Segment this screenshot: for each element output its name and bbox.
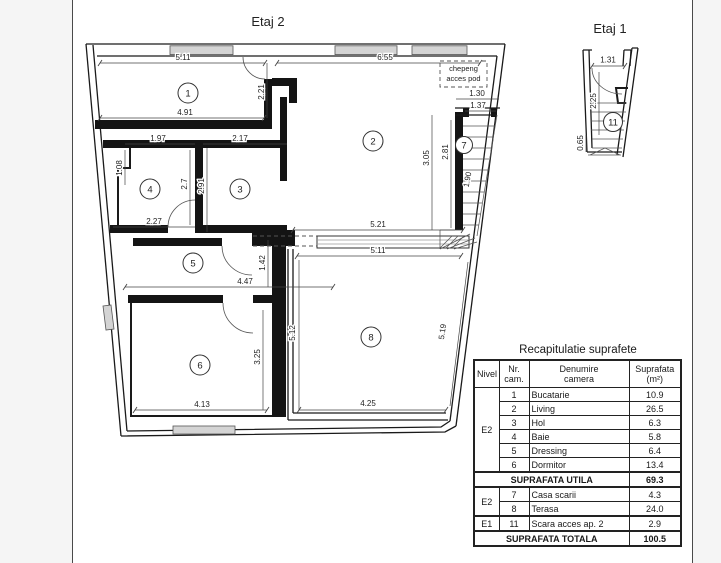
dim-label: 4.47 xyxy=(237,277,253,286)
room-number: 8 xyxy=(368,332,374,344)
room-number: 1 xyxy=(185,88,191,100)
attic-label-line2: acces pod xyxy=(446,74,481,83)
dim-label: 3.05 xyxy=(422,150,431,166)
dim-label: 1.30 xyxy=(469,89,485,98)
door-arc-icon xyxy=(243,57,265,79)
room-nr: 5 xyxy=(499,444,529,458)
dim-label: 5.19 xyxy=(436,323,449,340)
dim-label: 2.27 xyxy=(146,217,162,226)
dim-label: 5.11 xyxy=(370,246,386,255)
room-number: 4 xyxy=(147,184,153,196)
area-table xyxy=(473,359,682,547)
dim-label: 4.91 xyxy=(177,108,193,117)
attic-access xyxy=(440,61,487,87)
window-icon xyxy=(173,426,235,434)
etaj1-fragment xyxy=(576,48,638,157)
dim-label: 1.37 xyxy=(470,101,486,110)
room-area: 13.4 xyxy=(629,458,681,473)
plan-title-etaj1: Etaj 1 xyxy=(593,21,627,36)
level-cell: E1 xyxy=(474,516,499,531)
room-nr: 2 xyxy=(499,402,529,416)
room-nr: 4 xyxy=(499,430,529,444)
dim-label: 4.25 xyxy=(360,399,376,408)
room-nr: 8 xyxy=(499,502,529,517)
table-row xyxy=(474,430,681,444)
room-name: Living xyxy=(529,402,629,416)
dim-label: 1.42 xyxy=(258,255,267,271)
room-number: 5 xyxy=(190,258,196,270)
dim-label: 2.81 xyxy=(441,144,450,160)
room-area: 4.3 xyxy=(629,487,681,502)
table-row xyxy=(474,388,681,402)
room-number: 7 xyxy=(461,140,467,152)
header-nr-cam: Nr. cam. xyxy=(499,360,529,388)
room-number: 2 xyxy=(370,136,376,148)
dim-label: 3.25 xyxy=(253,349,262,365)
dim-label: 2.91 xyxy=(197,178,206,194)
level-cell: E2 xyxy=(474,388,499,473)
dim-label: 5.12 xyxy=(288,325,297,341)
header-nivel: Nivel xyxy=(474,360,499,388)
dim-label: 1.90 xyxy=(461,171,474,189)
room-number: 11 xyxy=(608,117,618,129)
room-area: 2.9 xyxy=(629,516,681,531)
dim-label: 2.25 xyxy=(589,93,598,109)
dim-label: 2.17 xyxy=(232,134,248,143)
room-area: 24.0 xyxy=(629,502,681,517)
level-cell: E2 xyxy=(474,487,499,516)
window-icon xyxy=(103,305,114,330)
table-row xyxy=(474,458,681,473)
subtotal-row xyxy=(474,472,681,487)
dim-label: 1.31 xyxy=(600,55,616,65)
door-arc-icon xyxy=(592,68,622,94)
room-name: Dressing xyxy=(529,444,629,458)
room-nr: 6 xyxy=(499,458,529,473)
dim-label: 5.11 xyxy=(175,53,191,62)
table-row xyxy=(474,487,681,502)
room-name: Baie xyxy=(529,430,629,444)
door-arc-icon xyxy=(168,200,195,227)
room-nr: 1 xyxy=(499,388,529,402)
room-name: Terasa xyxy=(529,502,629,517)
dim-label: 1.08 xyxy=(115,160,124,176)
room-number: 3 xyxy=(237,184,243,196)
dim-label: 1.97 xyxy=(150,134,166,143)
table-header-row xyxy=(474,360,681,388)
table-row xyxy=(474,502,681,517)
table-row xyxy=(474,402,681,416)
room-name: Casa scarii xyxy=(529,487,629,502)
subtotal-value: 69.3 xyxy=(629,472,681,487)
door-arc-icon xyxy=(222,246,252,275)
total-value: 100.5 xyxy=(629,531,681,546)
total-row xyxy=(474,531,681,546)
room-name: Dormitor xyxy=(529,458,629,473)
room-nr: 3 xyxy=(499,416,529,430)
header-denumire: Denumire camera xyxy=(529,360,629,388)
dim-label: 2.7 xyxy=(180,178,189,190)
header-suprafata: Suprafata (m²) xyxy=(629,360,681,388)
plan-title-etaj2: Etaj 2 xyxy=(251,14,285,29)
subtotal-label: SUPRAFATA UTILA xyxy=(474,472,629,487)
table-title: Recapitulatie suprafete xyxy=(519,344,637,356)
door-arc-icon xyxy=(223,303,253,333)
dim-label: 5.21 xyxy=(370,220,386,229)
room-area: 26.5 xyxy=(629,402,681,416)
room-name: Bucatarie xyxy=(529,388,629,402)
room-area: 6.4 xyxy=(629,444,681,458)
room-nr: 11 xyxy=(499,516,529,531)
room-area: 10.9 xyxy=(629,388,681,402)
total-label: SUPRAFATA TOTALA xyxy=(474,531,629,546)
window-icon xyxy=(412,46,467,55)
attic-label-line1: chepeng xyxy=(449,64,478,73)
dim-label: 2.21 xyxy=(257,84,266,100)
room-name: Hol xyxy=(529,416,629,430)
table-row xyxy=(474,416,681,430)
area-summary xyxy=(473,344,683,547)
dimension-labels xyxy=(115,53,486,409)
table-row xyxy=(474,444,681,458)
room-name: Scara acces ap. 2 xyxy=(529,516,629,531)
room-number: 6 xyxy=(197,360,203,372)
room-area: 5.8 xyxy=(629,430,681,444)
dim-label: 6.55 xyxy=(377,53,393,62)
dim-label: 0.65 xyxy=(576,135,585,151)
room-area: 6.3 xyxy=(629,416,681,430)
dim-label: 4.13 xyxy=(194,400,210,409)
table-row xyxy=(474,516,681,531)
room-nr: 7 xyxy=(499,487,529,502)
